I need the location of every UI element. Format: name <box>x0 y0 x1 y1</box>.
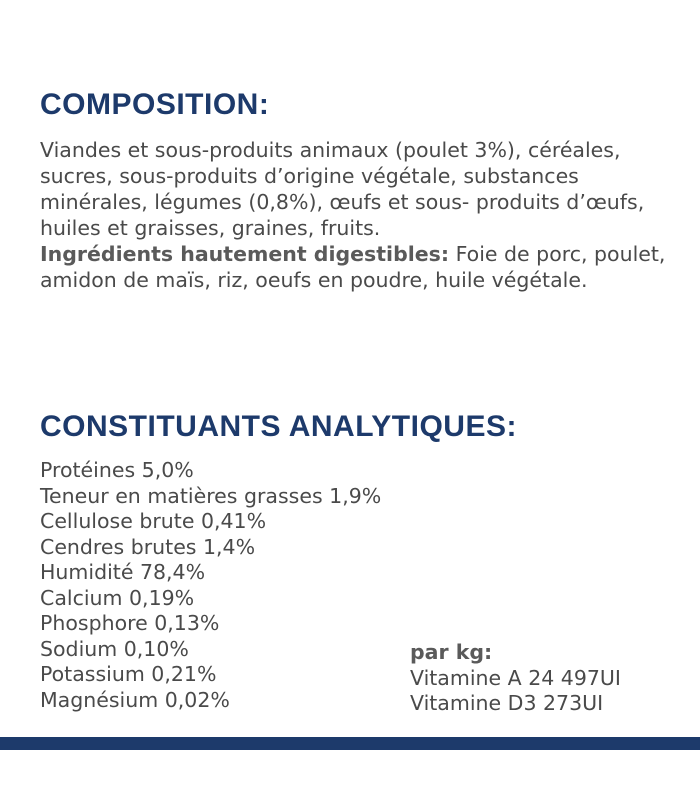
composition-ingredients: Viandes et sous-produits animaux (poulet 3%), céréales, sucres, sous-produits d’origine végétale, substances minérales, légumes (0,8%), œufs et sous- produits d’œufs, huiles et graisses, graines, fruits. <box>40 138 645 240</box>
analytical-item-phosphorus: Phosphore 0,13% <box>40 611 220 635</box>
analytical-heading: CONSTITUANTS ANALYTIQUES: <box>40 410 517 443</box>
digestible-label: Ingrédients hautement digestibles: <box>40 242 450 266</box>
per-kg-item-vitamin-a: Vitamine A 24 497UI <box>410 665 621 690</box>
analytical-item-sodium: Sodium 0,10% <box>40 636 189 661</box>
analytical-item-proteins: Protéines 5,0% <box>40 458 194 482</box>
bottom-bar <box>0 737 700 750</box>
analytical-item-moisture: Humidité 78,4% <box>40 560 206 584</box>
per-kg-item-vitamin-d3: Vitamine D3 273UI <box>410 691 604 715</box>
analytical-item-calcium: Calcium 0,19% <box>40 585 195 610</box>
analytical-item-fat: Teneur en matières grasses 1,9% <box>40 483 382 508</box>
composition-text <box>40 137 680 293</box>
analytical-item-magnesium: Magnésium 0,02% <box>40 687 230 712</box>
analytical-list <box>40 458 381 713</box>
analytical-item-fiber: Cellulose brute 0,41% <box>40 509 267 533</box>
digestible-ingredients: Foie de porc, poulet, amidon de maïs, riz, oeufs en poudre, huile végétale. <box>40 242 666 292</box>
analytical-item-potassium: Potassium 0,21% <box>40 662 217 686</box>
per-kg-list <box>410 640 621 717</box>
analytical-item-ash: Cendres brutes 1,4% <box>40 534 256 559</box>
per-kg-label: par kg: <box>410 640 493 664</box>
composition-heading: COMPOSITION: <box>40 88 270 121</box>
